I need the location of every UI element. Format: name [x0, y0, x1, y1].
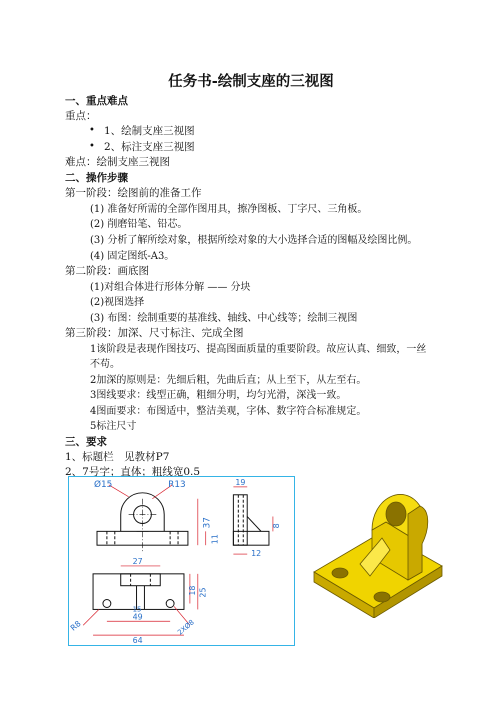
- stage-item: 4图面要求：布图适中，整洁美观，字体、数字符合标准规定。: [90, 406, 367, 417]
- stage-item: (3) 分析了解所绘对象，根据所绘对象的大小选择合适的图幅及绘图比例。: [90, 235, 418, 246]
- base-hole: [374, 592, 390, 602]
- top-upright-outline: [121, 574, 161, 586]
- dim-label: 37: [202, 517, 213, 529]
- front-dimensions: [109, 485, 206, 545]
- bullet-dot: •: [89, 125, 95, 136]
- key-points-label: 重点：: [65, 110, 97, 122]
- dim-label: R8: [68, 619, 83, 633]
- section-heading-3: 三、要求: [65, 436, 107, 448]
- stage-item: 1该阶段是表现作图技巧、提高图面质量的重要阶段。故应认真、细致，一丝: [90, 344, 427, 355]
- bullet-dot: •: [89, 141, 95, 152]
- requirement-item: 1、标题栏 见教材P7: [65, 451, 170, 463]
- dim-label: 12: [251, 549, 262, 559]
- stage-heading: 第三阶段：加深、尺寸标注、完成全图: [65, 327, 244, 339]
- stage-heading: 第二阶段：画底图: [65, 265, 149, 277]
- top-base-outline: [93, 574, 184, 610]
- stage-item: (1)对组合体进行形体分解 —— 分块: [90, 282, 251, 293]
- side-rib-line: [247, 517, 261, 532]
- dim-label: 27: [132, 556, 143, 566]
- stage-item: 5标注尺寸: [90, 421, 137, 432]
- side-view: [233, 495, 269, 545]
- dim-label: 18: [187, 585, 197, 596]
- top-view: [93, 574, 184, 610]
- stage-item: 2加深的原则是：先细后粗，先曲后直；从上至下，从左至右。: [90, 375, 367, 386]
- dim-label: 25: [198, 587, 208, 598]
- key-point-item: 2、标注支座三视图: [104, 141, 195, 153]
- stage-item: 3图线要求：线型正确，粗细分明，均匀光滑，深浅一致。: [90, 390, 347, 401]
- top-hole-outline: [103, 600, 111, 608]
- stage-item: (2) 削磨铅笔、铅芯。: [90, 219, 188, 230]
- key-point-item: 1、绘制支座三视图: [104, 125, 195, 137]
- isometric-model-illustration: [312, 476, 444, 618]
- stage-item: (4) 固定图纸-A3。: [90, 251, 175, 262]
- dim-label: 11: [210, 534, 220, 545]
- dim-label: 19: [235, 477, 246, 487]
- top-hole-outline: [166, 600, 174, 608]
- stage-item: (2)视图选择: [90, 297, 145, 308]
- stage-item: (1) 准备好所需的全部作图用具，擦净图板、丁字尺、三角板。: [90, 204, 368, 215]
- top-dimensions: [83, 566, 198, 635]
- dim-label: 49: [132, 612, 143, 622]
- support-bracket-model: [314, 494, 442, 618]
- dim-label: 15: [132, 605, 142, 614]
- upright-hole: [386, 502, 406, 526]
- dim-label: 8: [271, 523, 281, 529]
- dim-label: 2XØ8: [176, 618, 196, 637]
- section-heading-1: 一、重点难点: [65, 95, 128, 107]
- dim-label: 64: [132, 636, 143, 646]
- side-upright-outline: [233, 495, 247, 545]
- side-base-outline: [233, 531, 269, 545]
- stage-item: (3) 布图：绘制重要的基准线、轴线、中心线等；绘制三视图: [90, 313, 358, 324]
- base-hole: [332, 568, 348, 578]
- front-view: [97, 493, 188, 552]
- requirement-item: 2、7号字；直体；粗线宽0.5: [65, 466, 201, 478]
- stage-item: 不苟。: [90, 359, 120, 370]
- dim-label: R13: [168, 479, 186, 490]
- dim-leader: [83, 609, 99, 625]
- page-title: 任务书-绘制支座的三视图: [168, 74, 334, 90]
- side-dimensions: [233, 487, 273, 554]
- stage-heading: 第一阶段：绘图前的准备工作: [65, 187, 202, 199]
- dim-label: Ø15: [94, 479, 113, 490]
- three-view-drawing: [68, 476, 295, 646]
- difficulty-text: 难点：绘制支座三视图: [65, 156, 170, 168]
- section-heading-2: 二、操作步骤: [65, 172, 128, 184]
